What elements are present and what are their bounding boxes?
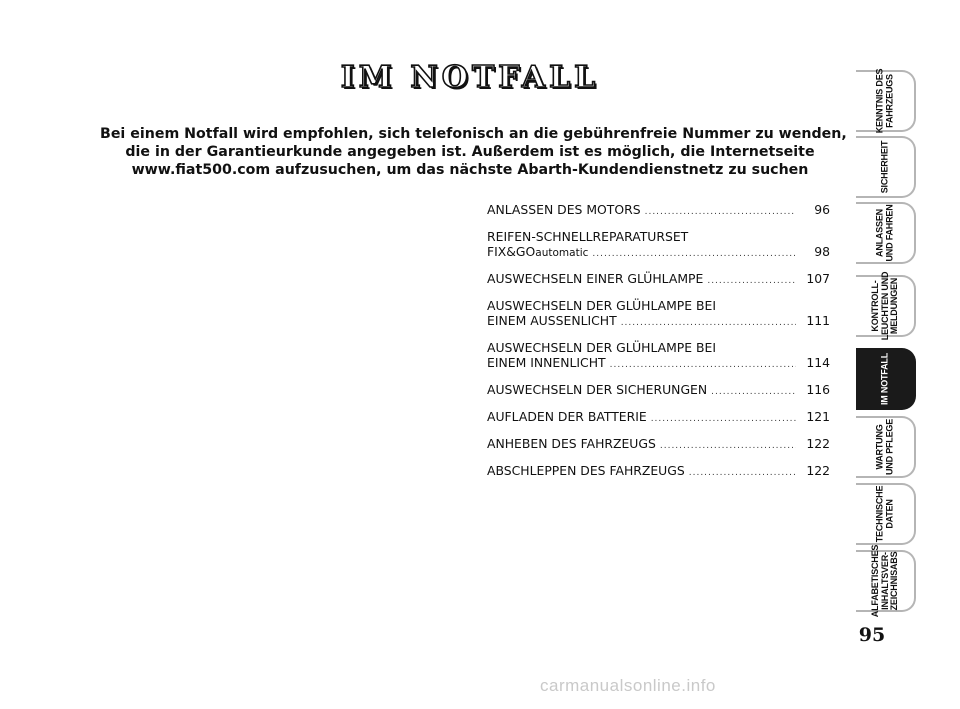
toc-entry[interactable]	[487, 229, 830, 262]
intro-text	[100, 125, 847, 179]
toc-page-number: 122	[806, 436, 830, 451]
toc-entry-title: ANHEBEN DES FAHRZEUGS	[487, 436, 656, 451]
intro-line: Bei einem Notfall wird empfohlen, sich telefonisch an die gebührenfreie Nummer zu wenden,	[100, 126, 847, 142]
toc-leader-dots	[592, 247, 796, 262]
toc-entry[interactable]	[487, 382, 830, 400]
chapter-tab-label: KENNTNIS DES FAHRZEUGS	[874, 68, 894, 134]
toc-leader-dots	[645, 205, 796, 220]
chapter-tab[interactable]	[856, 348, 916, 410]
toc-entry-title-line: REIFEN-SCHNELLREPARATURSET	[487, 229, 689, 244]
toc-entry-title: AUFLADEN DER BATTERIE	[487, 409, 647, 424]
chapter-tab[interactable]	[856, 416, 916, 478]
chapter-tab[interactable]	[856, 202, 916, 264]
toc-page-number: 116	[806, 382, 830, 397]
intro-line: www.fiat500.com aufzusuchen, um das nächste Abarth-Kundendienstnetz zu suchen	[131, 162, 809, 178]
toc-leader-dots	[621, 316, 796, 331]
toc-entry[interactable]	[487, 463, 830, 481]
chapter-tab-label: WARTUNG UND PFLEGE	[874, 418, 894, 476]
chapter-tab[interactable]	[856, 271, 916, 341]
toc-page-number: 111	[806, 313, 830, 328]
toc-page-number: 107	[806, 271, 830, 286]
toc-entry-title: AUSWECHSELN EINER GLÜHLAMPE	[487, 271, 704, 286]
watermark: carmanualsonline.info	[540, 676, 716, 695]
toc-entry-title: EINEM INNENLICHT	[487, 355, 606, 370]
chapter-tab-label: IM NOTFALL	[879, 353, 890, 405]
table-of-contents	[487, 202, 830, 490]
toc-page-number: 122	[806, 463, 830, 478]
chapter-tab[interactable]	[856, 544, 916, 618]
chapter-tab-label: KONTROLL- LEUCHTEN UND MELDUNGEN	[869, 271, 899, 341]
page-number: 95	[858, 624, 886, 646]
toc-entry-title: EINEM AUSSENLICHT	[487, 313, 617, 328]
toc-entry-title-line: AUSWECHSELN DER GLÜHLAMPE BEI	[487, 298, 717, 313]
chapter-tab[interactable]	[856, 483, 916, 545]
toc-leader-dots	[707, 274, 796, 289]
toc-entry[interactable]	[487, 202, 830, 220]
toc-leader-dots	[651, 412, 796, 427]
chapter-tab-label: TECHNISCHE DATEN	[874, 485, 894, 543]
toc-leader-dots	[610, 358, 796, 373]
toc-entry[interactable]	[487, 436, 830, 454]
chapter-tab[interactable]	[856, 70, 916, 132]
chapter-tab[interactable]	[856, 136, 916, 198]
chapter-tab-label: ALFABETISCHES INHALTSVER- ZEICHNISABS	[869, 544, 899, 618]
toc-entry-title: ANLASSEN DES MOTORS	[487, 202, 641, 217]
toc-leader-dots	[689, 466, 796, 481]
toc-page-number: 96	[814, 202, 830, 217]
chapter-tab-label: ANLASSEN UND FAHREN	[874, 204, 894, 262]
toc-entry[interactable]	[487, 271, 830, 289]
toc-page-number: 114	[806, 355, 830, 370]
toc-entry[interactable]	[487, 409, 830, 427]
toc-page-number: 121	[806, 409, 830, 424]
toc-entry-title-suffix: automatic	[535, 247, 589, 259]
toc-page-number: 98	[814, 244, 830, 259]
page-title: IM NOTFALL	[340, 60, 600, 95]
toc-entry[interactable]	[487, 298, 830, 331]
toc-leader-dots	[660, 439, 796, 454]
intro-line: die in der Garantieurkunde angegeben ist. Außerdem ist es möglich, die Internetseite	[125, 144, 815, 160]
toc-entry-title-line: AUSWECHSELN DER GLÜHLAMPE BEI	[487, 340, 717, 355]
toc-entry[interactable]	[487, 340, 830, 373]
chapter-tab-label: SICHERHEIT	[879, 140, 890, 194]
toc-entry-title: ABSCHLEPPEN DES FAHRZEUGS	[487, 463, 685, 478]
toc-entry-title: AUSWECHSELN DER SICHERUNGEN	[487, 382, 708, 397]
toc-entry-title: FIX&GO	[487, 244, 536, 259]
toc-leader-dots	[711, 385, 796, 400]
